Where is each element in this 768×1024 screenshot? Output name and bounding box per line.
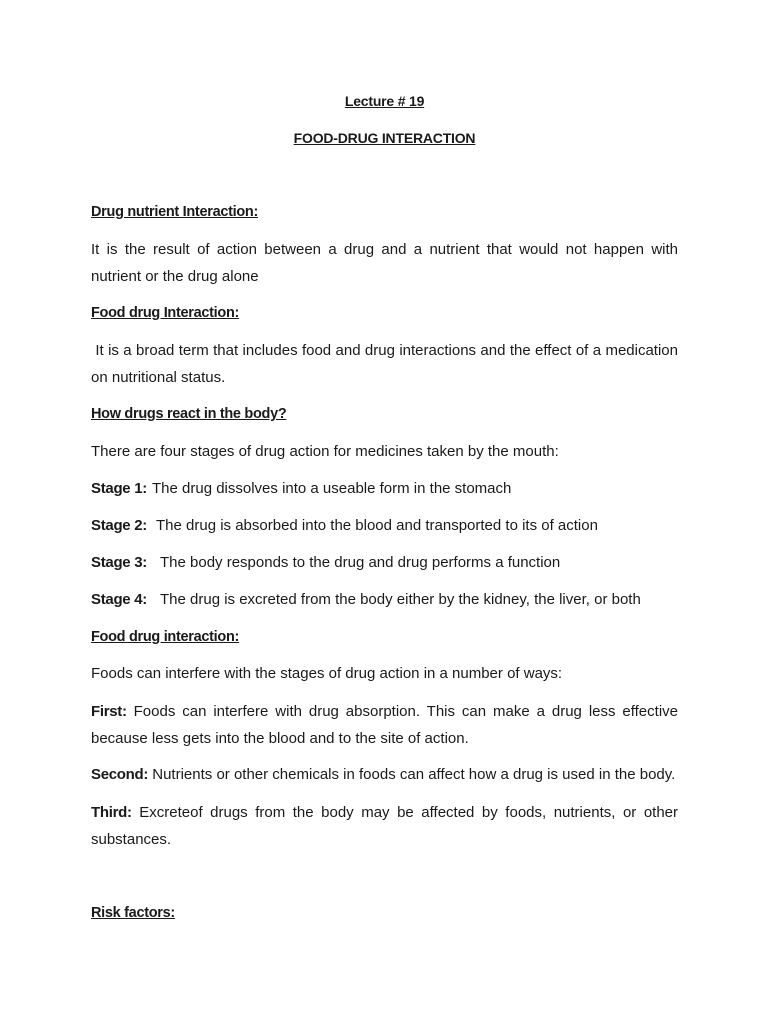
stage-4 [91, 591, 678, 608]
stage-label: Stage 1: [91, 480, 147, 497]
point-first [91, 698, 678, 752]
section-heading-food-drug-interaction: Food drug interaction: [91, 629, 240, 645]
stage-text: The body responds to the drug and drug performs a function [160, 554, 561, 571]
section-heading-drug-nutrient: Drug nutrient Interaction: [91, 204, 259, 220]
paragraph-stages-intro: There are four stages of drug action for medicines taken by the mouth: [91, 443, 559, 460]
point-second [91, 766, 678, 783]
stage-text: The drug dissolves into a useable form in the stomach [152, 480, 512, 497]
stage-1 [91, 480, 678, 497]
paragraph-food-drug: It is a broad term that includes food and drug interactions and the effect of a medication on nutritional status. [91, 342, 678, 386]
paragraph-food-drug-intro: Foods can interfere with the stages of drug action in a number of ways: [91, 665, 563, 682]
stage-2 [91, 517, 678, 534]
main-title: FOOD-DRUG INTERACTION [293, 130, 476, 146]
point-label: Third: [91, 804, 132, 821]
section-heading-risk-factors: Risk factors: [91, 905, 175, 921]
section-heading-food-drug: Food drug Interaction: [91, 305, 240, 321]
section-heading-how-drugs-react: How drugs react in the body? [91, 406, 287, 422]
stage-3 [91, 554, 678, 571]
stage-label: Stage 3: [91, 554, 147, 571]
stage-label: Stage 4: [91, 591, 147, 608]
paragraph-drug-nutrient: It is the result of action between a drug and a nutrient that would not happen with nutrient or the drug alone [91, 241, 678, 285]
stage-text: The drug is absorbed into the blood and transported to its of action [156, 517, 598, 534]
point-text: Excreteof drugs from the body may be affected by foods, nutrients, or other substances. [91, 804, 679, 848]
point-third [91, 799, 678, 853]
lecture-title: Lecture # 19 [344, 93, 425, 109]
point-text: Nutrients or other chemicals in foods can affect how a drug is used in the body. [152, 766, 676, 783]
stage-label: Stage 2: [91, 517, 147, 534]
point-label: First: [91, 703, 127, 720]
stage-text: The drug is excreted from the body either by the kidney, the liver, or both [160, 591, 641, 608]
point-text: Foods can interfere with drug absorption. This can make a drug less effective because less gets into the blood and to the site of action. [91, 703, 678, 747]
point-label: Second: [91, 766, 149, 783]
